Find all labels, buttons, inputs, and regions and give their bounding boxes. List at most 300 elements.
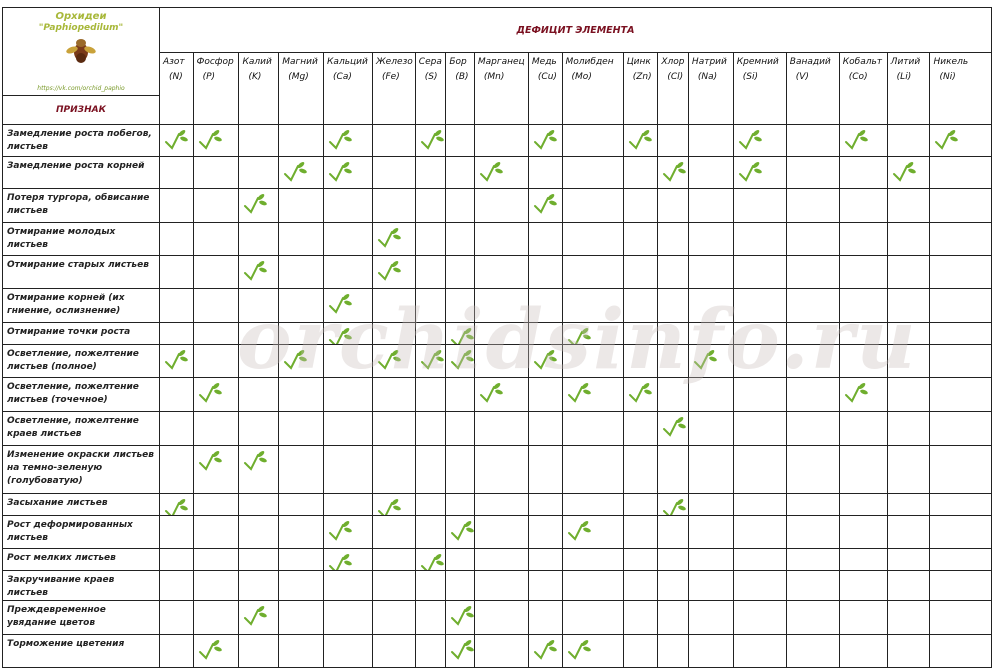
- element-name: Азот: [162, 57, 185, 67]
- table-cell: [372, 412, 415, 446]
- checkmark-leaf-icon: [420, 346, 446, 372]
- table-cell: [324, 378, 373, 412]
- table-cell: [528, 223, 562, 256]
- table-cell: [688, 571, 733, 601]
- element-symbol: (Cu): [537, 72, 557, 82]
- table-cell: [474, 446, 528, 494]
- table-row: [3, 549, 992, 571]
- table-cell: [528, 345, 562, 378]
- table-cell: [474, 378, 528, 412]
- table-cell: [930, 412, 992, 446]
- table-cell: [562, 289, 623, 323]
- table-cell: [839, 635, 887, 668]
- table-cell: [930, 635, 992, 668]
- table-cell: [887, 256, 930, 289]
- table-cell: [658, 378, 689, 412]
- table-cell: [786, 323, 839, 345]
- table-cell: [887, 323, 930, 345]
- element-header: [786, 53, 839, 125]
- table-cell: [324, 125, 373, 157]
- table-cell: [562, 157, 623, 189]
- table-cell: [239, 635, 279, 668]
- table-cell: [372, 494, 415, 516]
- table-cell: [446, 189, 475, 223]
- checkmark-leaf-icon: [283, 158, 309, 184]
- checkmark-leaf-icon: [450, 636, 474, 662]
- element-name: Никель: [933, 57, 969, 67]
- checkmark-leaf-icon: [283, 346, 309, 372]
- table-cell: [930, 494, 992, 516]
- table-cell: [415, 157, 446, 189]
- checkmark-leaf-icon: [164, 346, 190, 372]
- table-cell: [372, 601, 415, 635]
- symptom-label: Рост деформированных листьев: [3, 516, 160, 549]
- table-cell: [786, 549, 839, 571]
- table-cell: [324, 189, 373, 223]
- table-cell: [528, 256, 562, 289]
- symptom-label: Замедление роста побегов, листьев: [3, 125, 160, 157]
- symptom-label: Рост мелких листьев: [3, 549, 160, 571]
- element-name: Ванадий: [789, 57, 831, 67]
- table-cell: [159, 494, 193, 516]
- table-cell: [887, 571, 930, 601]
- table-cell: [623, 323, 658, 345]
- element-name: Кальций: [327, 57, 368, 67]
- checkmark-leaf-icon: [420, 550, 446, 571]
- checkmark-leaf-icon: [662, 495, 688, 516]
- table-cell: [688, 157, 733, 189]
- table-cell: [887, 378, 930, 412]
- table-cell: [688, 323, 733, 345]
- table-cell: [324, 223, 373, 256]
- element-name: Марганец: [477, 57, 525, 67]
- table-cell: [786, 345, 839, 378]
- table-cell: [930, 323, 992, 345]
- sign-header: ПРИЗНАК: [3, 96, 160, 125]
- table-cell: [372, 125, 415, 157]
- table-cell: [562, 446, 623, 494]
- table-cell: [623, 223, 658, 256]
- checkmark-leaf-icon: [243, 190, 269, 216]
- table-cell: [733, 601, 786, 635]
- checkmark-leaf-icon: [934, 126, 960, 152]
- table-cell: [159, 571, 193, 601]
- table-cell: [324, 256, 373, 289]
- table-cell: [528, 125, 562, 157]
- checkmark-leaf-icon: [662, 158, 688, 184]
- checkmark-leaf-icon: [328, 324, 354, 345]
- table-row: [3, 157, 992, 189]
- table-cell: [562, 516, 623, 549]
- table-cell: [415, 412, 446, 446]
- table-cell: [239, 157, 279, 189]
- element-name: Калий: [242, 57, 272, 67]
- table-cell: [887, 412, 930, 446]
- table-cell: [658, 516, 689, 549]
- table-cell: [446, 223, 475, 256]
- checkmark-leaf-icon: [243, 257, 269, 283]
- table-cell: [239, 189, 279, 223]
- table-cell: [887, 516, 930, 549]
- table-cell: [562, 571, 623, 601]
- table-cell: [786, 378, 839, 412]
- table-cell: [239, 289, 279, 323]
- table-cell: [324, 494, 373, 516]
- table-cell: [193, 323, 239, 345]
- table-cell: [372, 323, 415, 345]
- table-cell: [528, 601, 562, 635]
- table-cell: [474, 601, 528, 635]
- checkmark-leaf-icon: [450, 346, 474, 372]
- table-cell: [279, 635, 324, 668]
- element-symbol: (Cl): [667, 72, 684, 82]
- table-cell: [415, 223, 446, 256]
- table-cell: [528, 189, 562, 223]
- table-cell: [239, 378, 279, 412]
- element-symbol: (Fe): [381, 72, 400, 82]
- table-cell: [193, 571, 239, 601]
- table-cell: [733, 125, 786, 157]
- element-symbol: (Mo): [571, 72, 592, 82]
- table-cell: [324, 549, 373, 571]
- table-cell: [193, 635, 239, 668]
- table-cell: [159, 549, 193, 571]
- checkmark-leaf-icon: [328, 517, 354, 543]
- checkmark-leaf-icon: [328, 158, 354, 184]
- table-cell: [786, 289, 839, 323]
- table-row: [3, 345, 992, 378]
- table-cell: [446, 571, 475, 601]
- table-cell: [733, 412, 786, 446]
- element-header: [562, 53, 623, 125]
- table-cell: [839, 256, 887, 289]
- element-header: [279, 53, 324, 125]
- table-cell: [839, 412, 887, 446]
- table-cell: [528, 549, 562, 571]
- table-cell: [279, 125, 324, 157]
- table-cell: [562, 601, 623, 635]
- table-row: [3, 494, 992, 516]
- table-cell: [562, 549, 623, 571]
- table-cell: [159, 323, 193, 345]
- table-cell: [239, 323, 279, 345]
- checkmark-leaf-icon: [198, 126, 224, 152]
- table-cell: [372, 223, 415, 256]
- table-cell: [446, 412, 475, 446]
- table-cell: [239, 571, 279, 601]
- table-cell: [733, 516, 786, 549]
- element-symbol: (Zn): [632, 72, 652, 82]
- table-cell: [279, 157, 324, 189]
- orchid-logo-icon: [66, 38, 96, 66]
- table-cell: [733, 189, 786, 223]
- element-symbol: (Li): [896, 72, 912, 82]
- table-cell: [415, 125, 446, 157]
- table-cell: [239, 446, 279, 494]
- deficit-header: ДЕФИЦИТ ЭЛЕМЕНТА: [159, 8, 991, 53]
- checkmark-leaf-icon: [420, 126, 446, 152]
- table-cell: [324, 571, 373, 601]
- table-cell: [415, 289, 446, 323]
- table-cell: [446, 125, 475, 157]
- table-cell: [786, 635, 839, 668]
- checkmark-leaf-icon: [479, 158, 505, 184]
- table-cell: [446, 157, 475, 189]
- table-cell: [786, 601, 839, 635]
- checkmark-leaf-icon: [328, 550, 354, 571]
- element-symbol: (Si): [742, 72, 759, 82]
- table-cell: [930, 571, 992, 601]
- table-cell: [786, 516, 839, 549]
- table-cell: [446, 549, 475, 571]
- table-cell: [887, 223, 930, 256]
- element-header: [239, 53, 279, 125]
- logo-subtitle: "Paphiopedilum": [38, 23, 124, 33]
- table-cell: [239, 601, 279, 635]
- table-cell: [159, 125, 193, 157]
- logo-url[interactable]: https://vk.com/orchid_paphio: [37, 85, 125, 92]
- table-cell: [839, 571, 887, 601]
- table-cell: [279, 571, 324, 601]
- table-cell: [733, 345, 786, 378]
- table-cell: [688, 635, 733, 668]
- watermark-text: orchidsinfo.ru: [237, 292, 918, 388]
- table-cell: [193, 189, 239, 223]
- table-cell: [733, 446, 786, 494]
- table-cell: [372, 157, 415, 189]
- table-cell: [239, 494, 279, 516]
- element-header: [623, 53, 658, 125]
- table-cell: [193, 289, 239, 323]
- table-cell: [658, 412, 689, 446]
- table-cell: [688, 256, 733, 289]
- element-symbol: (K): [248, 72, 262, 82]
- element-symbol: (Ca): [333, 72, 352, 82]
- table-cell: [239, 549, 279, 571]
- checkmark-leaf-icon: [844, 379, 870, 405]
- table-cell: [786, 494, 839, 516]
- table-cell: [324, 601, 373, 635]
- table-cell: [688, 549, 733, 571]
- table-cell: [623, 601, 658, 635]
- table-cell: [887, 125, 930, 157]
- table-cell: [415, 494, 446, 516]
- table-cell: [887, 601, 930, 635]
- deficiency-table: [2, 7, 992, 668]
- table-cell: [839, 494, 887, 516]
- table-cell: [688, 601, 733, 635]
- element-name: Хлор: [661, 57, 685, 67]
- table-cell: [279, 289, 324, 323]
- table-cell: [658, 635, 689, 668]
- table-cell: [474, 571, 528, 601]
- table-cell: [474, 635, 528, 668]
- element-name: Медь: [531, 57, 557, 67]
- checkmark-leaf-icon: [377, 257, 403, 283]
- table-cell: [930, 378, 992, 412]
- element-header: [415, 53, 446, 125]
- table-cell: [239, 256, 279, 289]
- table-cell: [688, 378, 733, 412]
- symptom-label: Потеря тургора, обвисание листьев: [3, 189, 160, 223]
- element-name: Кобальт: [842, 57, 883, 67]
- table-cell: [193, 125, 239, 157]
- table-cell: [562, 412, 623, 446]
- checkmark-leaf-icon: [567, 517, 593, 543]
- table-row: [3, 446, 992, 494]
- table-cell: [446, 345, 475, 378]
- checkmark-leaf-icon: [662, 413, 688, 439]
- logo-title: Орхидеи: [55, 11, 107, 22]
- checkmark-leaf-icon: [533, 126, 559, 152]
- table-cell: [528, 157, 562, 189]
- table-cell: [474, 157, 528, 189]
- table-cell: [528, 446, 562, 494]
- table-cell: [887, 494, 930, 516]
- table-cell: [193, 256, 239, 289]
- table-cell: [446, 256, 475, 289]
- table-cell: [324, 289, 373, 323]
- element-name: Фосфор: [196, 57, 234, 67]
- table-cell: [324, 516, 373, 549]
- table-cell: [839, 189, 887, 223]
- table-cell: [658, 345, 689, 378]
- table-cell: [372, 516, 415, 549]
- table-cell: [193, 494, 239, 516]
- table-cell: [786, 412, 839, 446]
- symptom-label: Изменение окраски листьев на темно-зеленую (голубоватую): [3, 446, 160, 494]
- table-cell: [562, 378, 623, 412]
- table-cell: [887, 189, 930, 223]
- table-cell: [372, 289, 415, 323]
- table-row: [3, 289, 992, 323]
- table-cell: [159, 289, 193, 323]
- table-cell: [415, 256, 446, 289]
- checkmark-leaf-icon: [738, 126, 764, 152]
- table-cell: [279, 189, 324, 223]
- table-cell: [193, 516, 239, 549]
- table-cell: [930, 516, 992, 549]
- table-cell: [528, 289, 562, 323]
- element-symbol: (Mg): [288, 72, 309, 82]
- table-cell: [839, 345, 887, 378]
- table-cell: [415, 189, 446, 223]
- table-cell: [159, 223, 193, 256]
- table-cell: [528, 571, 562, 601]
- table-cell: [474, 549, 528, 571]
- element-header: [446, 53, 475, 125]
- element-symbol: (N): [168, 72, 183, 82]
- element-name: Натрий: [691, 57, 727, 67]
- table-cell: [474, 345, 528, 378]
- checkmark-leaf-icon: [628, 379, 654, 405]
- table-cell: [562, 494, 623, 516]
- element-name: Сера: [418, 57, 442, 67]
- table-cell: [324, 412, 373, 446]
- table-cell: [786, 157, 839, 189]
- table-cell: [688, 125, 733, 157]
- table-cell: [528, 378, 562, 412]
- table-cell: [372, 549, 415, 571]
- table-cell: [239, 223, 279, 256]
- table-cell: [786, 223, 839, 256]
- table-cell: [658, 571, 689, 601]
- table-cell: [887, 446, 930, 494]
- table-cell: [733, 223, 786, 256]
- checkmark-leaf-icon: [377, 495, 403, 516]
- element-header: [528, 53, 562, 125]
- checkmark-leaf-icon: [328, 290, 354, 316]
- table-cell: [446, 446, 475, 494]
- table-cell: [887, 635, 930, 668]
- element-header: [733, 53, 786, 125]
- checkmark-leaf-icon: [164, 126, 190, 152]
- table-cell: [159, 635, 193, 668]
- table-cell: [159, 157, 193, 189]
- table-cell: [786, 189, 839, 223]
- table-cell: [159, 516, 193, 549]
- table-cell: [623, 157, 658, 189]
- element-header: [930, 53, 992, 125]
- element-name: Литий: [890, 57, 921, 67]
- table-cell: [279, 412, 324, 446]
- table-cell: [193, 549, 239, 571]
- element-symbol: (S): [424, 72, 438, 82]
- table-cell: [279, 256, 324, 289]
- checkmark-leaf-icon: [243, 602, 269, 628]
- checkmark-leaf-icon: [533, 636, 559, 662]
- element-header: [324, 53, 373, 125]
- table-cell: [279, 601, 324, 635]
- table-cell: [474, 289, 528, 323]
- table-cell: [839, 601, 887, 635]
- table-cell: [839, 516, 887, 549]
- table-cell: [786, 571, 839, 601]
- element-header: [839, 53, 887, 125]
- table-cell: [193, 601, 239, 635]
- table-cell: [688, 189, 733, 223]
- table-cell: [239, 516, 279, 549]
- checkmark-leaf-icon: [243, 447, 269, 473]
- symptom-label: Отмирание молодых листьев: [3, 223, 160, 256]
- checkmark-leaf-icon: [567, 379, 593, 405]
- element-symbol: (P): [202, 72, 216, 82]
- table-cell: [372, 571, 415, 601]
- table-cell: [324, 635, 373, 668]
- table-cell: [786, 446, 839, 494]
- symptom-label: Осветление, пожелтение листьев (точечное): [3, 378, 160, 412]
- element-name: Молибден: [565, 57, 614, 67]
- element-header: [474, 53, 528, 125]
- table-cell: [279, 223, 324, 256]
- table-cell: [623, 189, 658, 223]
- table-cell: [562, 189, 623, 223]
- table-cell: [372, 446, 415, 494]
- table-cell: [279, 446, 324, 494]
- table-cell: [415, 378, 446, 412]
- element-header: [193, 53, 239, 125]
- table-cell: [658, 125, 689, 157]
- table-cell: [279, 516, 324, 549]
- element-symbol: (B): [455, 72, 469, 82]
- table-row: [3, 378, 992, 412]
- element-name: Кремний: [736, 57, 779, 67]
- table-cell: [446, 635, 475, 668]
- table-cell: [239, 412, 279, 446]
- table-cell: [193, 345, 239, 378]
- table-cell: [446, 378, 475, 412]
- element-header: [688, 53, 733, 125]
